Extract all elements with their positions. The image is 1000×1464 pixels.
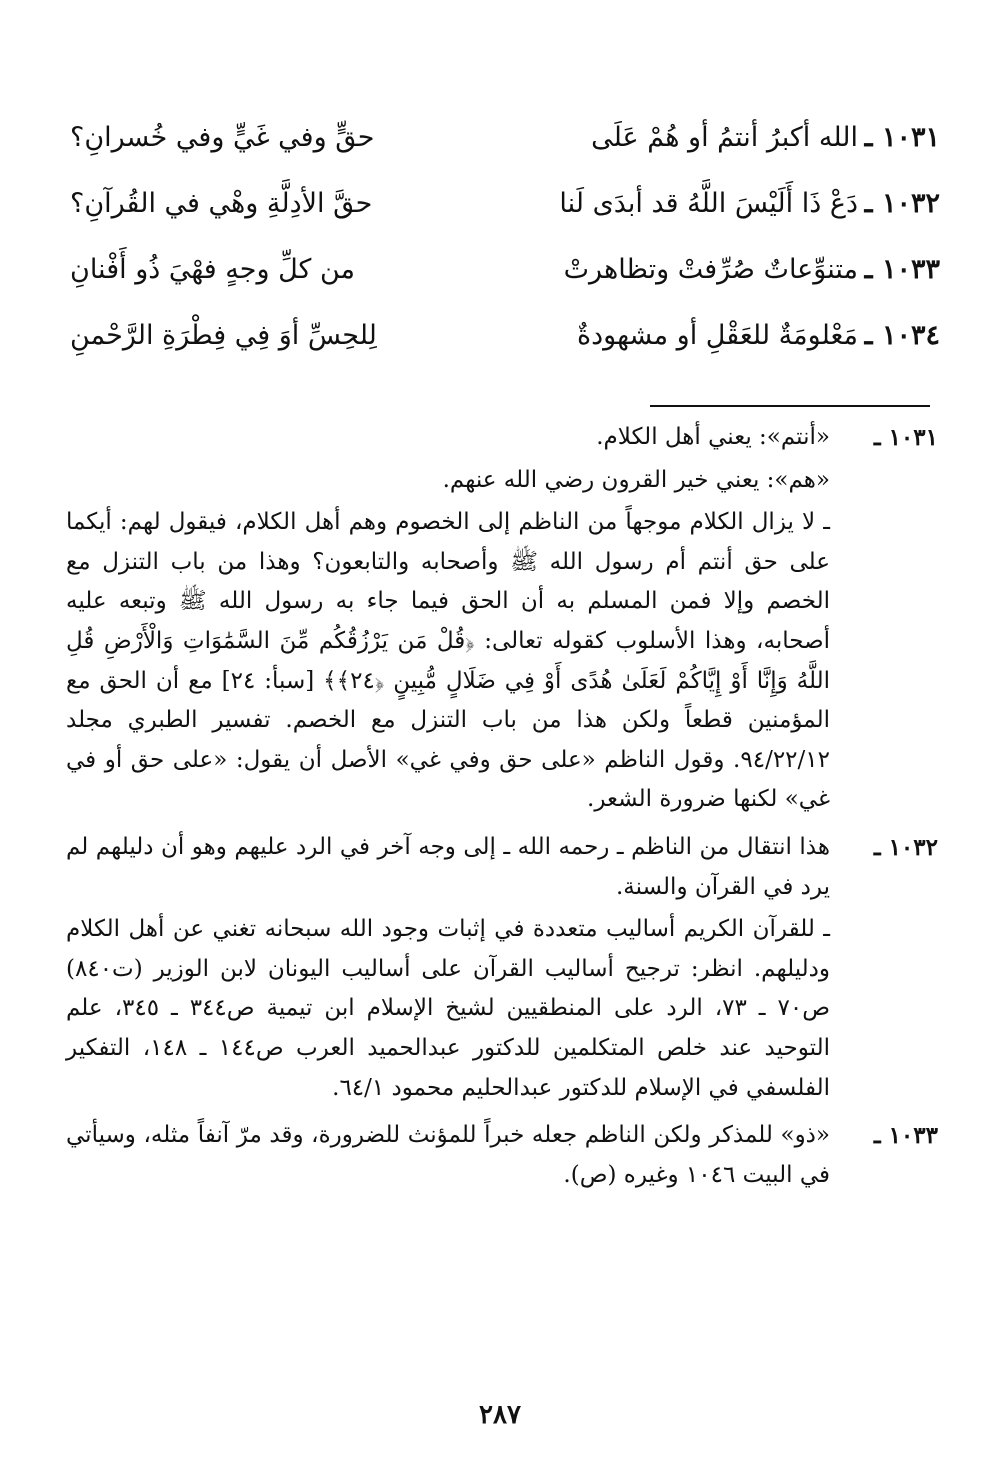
verse-number: ١٠٣٣ ـ <box>864 254 940 285</box>
verse-second-hemistich: حقٍّ وفي غَيٍّ وفي خُسرانِ؟ <box>70 122 375 153</box>
verse-line <box>70 240 940 306</box>
footnote-number: ١٠٣٢ ـ <box>873 833 938 861</box>
footnote-paragraph: ـ لا يزال الكلام موجهاً من الناظم إلى الخصوم وهم أهل الكلام، فيقول لهم: أيكما على حق أنتم أم رسول الله ﷺ وأصحابه والتابعون؟ وهذا من باب التنزل مع الخصم وإلا فمن المسلم به أن الحق فيما جاء به رسول الله ﷺ وتبعه عليه أصحابه، وهذا الأسلوب كقوله تعالى: ﴿قُلْ مَن يَرْزُقُكُم مِّنَ السَّمَٰوَاتِ وَالْأَرْضِ قُلِ اللَّهُ وَإِنَّا أَوْ إِيَّاكُمْ لَعَلَىٰ هُدًى أَوْ فِي ضَلَالٍ مُّبِينٍ ﴿٢٤﴾﴾ [سبأ: ٢٤] مع أن الحق مع المؤمنين قطعاً ولكن هذا من باب التنزل مع الخصم. تفسير الطبري مجلد ٩٤/٢٢/١٢. وقول الناظم «على حق وفي غي» الأصل أن يقول: «على حق أو في غي» لكنها ضرورة الشعر. <box>66 509 830 813</box>
footnotes <box>66 418 938 1203</box>
page-number: ٢٨٧ <box>479 1400 521 1430</box>
footnote-paragraph: ـ للقرآن الكريم أساليب متعددة في إثبات وجود الله سبحانه تغني عن أهل الكلام ودليلهم. انظر: ترجيح أساليب القرآن على أساليب اليونان لابن الوزير (ت٨٤٠) ص٧٠ ـ ٧٣، الرد على المنطقيين لشيخ الإسلام ابن تيمية ص٣٤٤ ـ ٣٤٥، علم التوحيد عند خلص المتكلمين للدكتور عبدالحميد العرب ص١٤٤ ـ ١٤٨، التفكير الفلسفي في الإسلام للدكتور عبدالحليم محمود ٦٤/١. <box>66 916 830 1101</box>
verse-second-hemistich: لِلحِسِّ أوَ فِي فِطْرَةِ الرَّحْمنِ <box>70 320 377 351</box>
verse-line <box>70 174 940 240</box>
verse-line <box>70 108 940 174</box>
verse-second-hemistich: حقَّ الأدِلَّةِ وهْي في القُرآنِ؟ <box>70 188 373 219</box>
verse-second-hemistich: من كلِّ وجهٍ فهْيَ ذُو أَفْنانِ <box>70 254 355 285</box>
footnote <box>66 418 938 820</box>
verse-first-hemistich: الله أكبرُ أنتمُ أو هُمْ عَلَى <box>591 122 858 153</box>
footnote-paragraph: «أنتم»: يعني أهل الكلام. <box>596 424 830 450</box>
poem-verses <box>70 108 940 372</box>
footnote-separator <box>650 405 930 407</box>
footnote-paragraph: «ذو» للمذكر ولكن الناظم جعله خبراً للمؤنث للضرورة، وقد مرّ آنفاً مثله، وسيأتي في البيت ١٠٤٦ وغيره (ص). <box>66 1122 830 1188</box>
verse-first-hemistich: دَعْ ذَا أَلَيْسَ اللَّهُ قد أبدَى لَنا <box>559 188 858 219</box>
footnote-number: ١٠٣٣ ـ <box>873 1122 938 1150</box>
verse-first-hemistich: متنوِّعاتٌ صُرِّفتْ وتظاهرتْ <box>563 254 858 285</box>
footnote <box>66 1116 938 1195</box>
footnote <box>66 828 938 1108</box>
footnote-number: ١٠٣١ ـ <box>873 424 938 451</box>
footnote-paragraph: هذا انتقال من الناظم ـ رحمه الله ـ إلى وجه آخر في الرد عليهم وهو أن دليلهم لم يرد في القرآن والسنة. <box>66 833 830 900</box>
verse-number: ١٠٣١ ـ <box>864 122 940 153</box>
verse-first-hemistich: مَعْلومَةٌ للعَقْلِ أو مشهودةٌ <box>576 320 858 351</box>
verse-line <box>70 306 940 372</box>
verse-number: ١٠٣٤ ـ <box>864 320 940 351</box>
verse-number: ١٠٣٢ ـ <box>864 188 940 219</box>
footnote-paragraph: «هم»: يعني خير القرون رضي الله عنهم. <box>442 466 830 493</box>
